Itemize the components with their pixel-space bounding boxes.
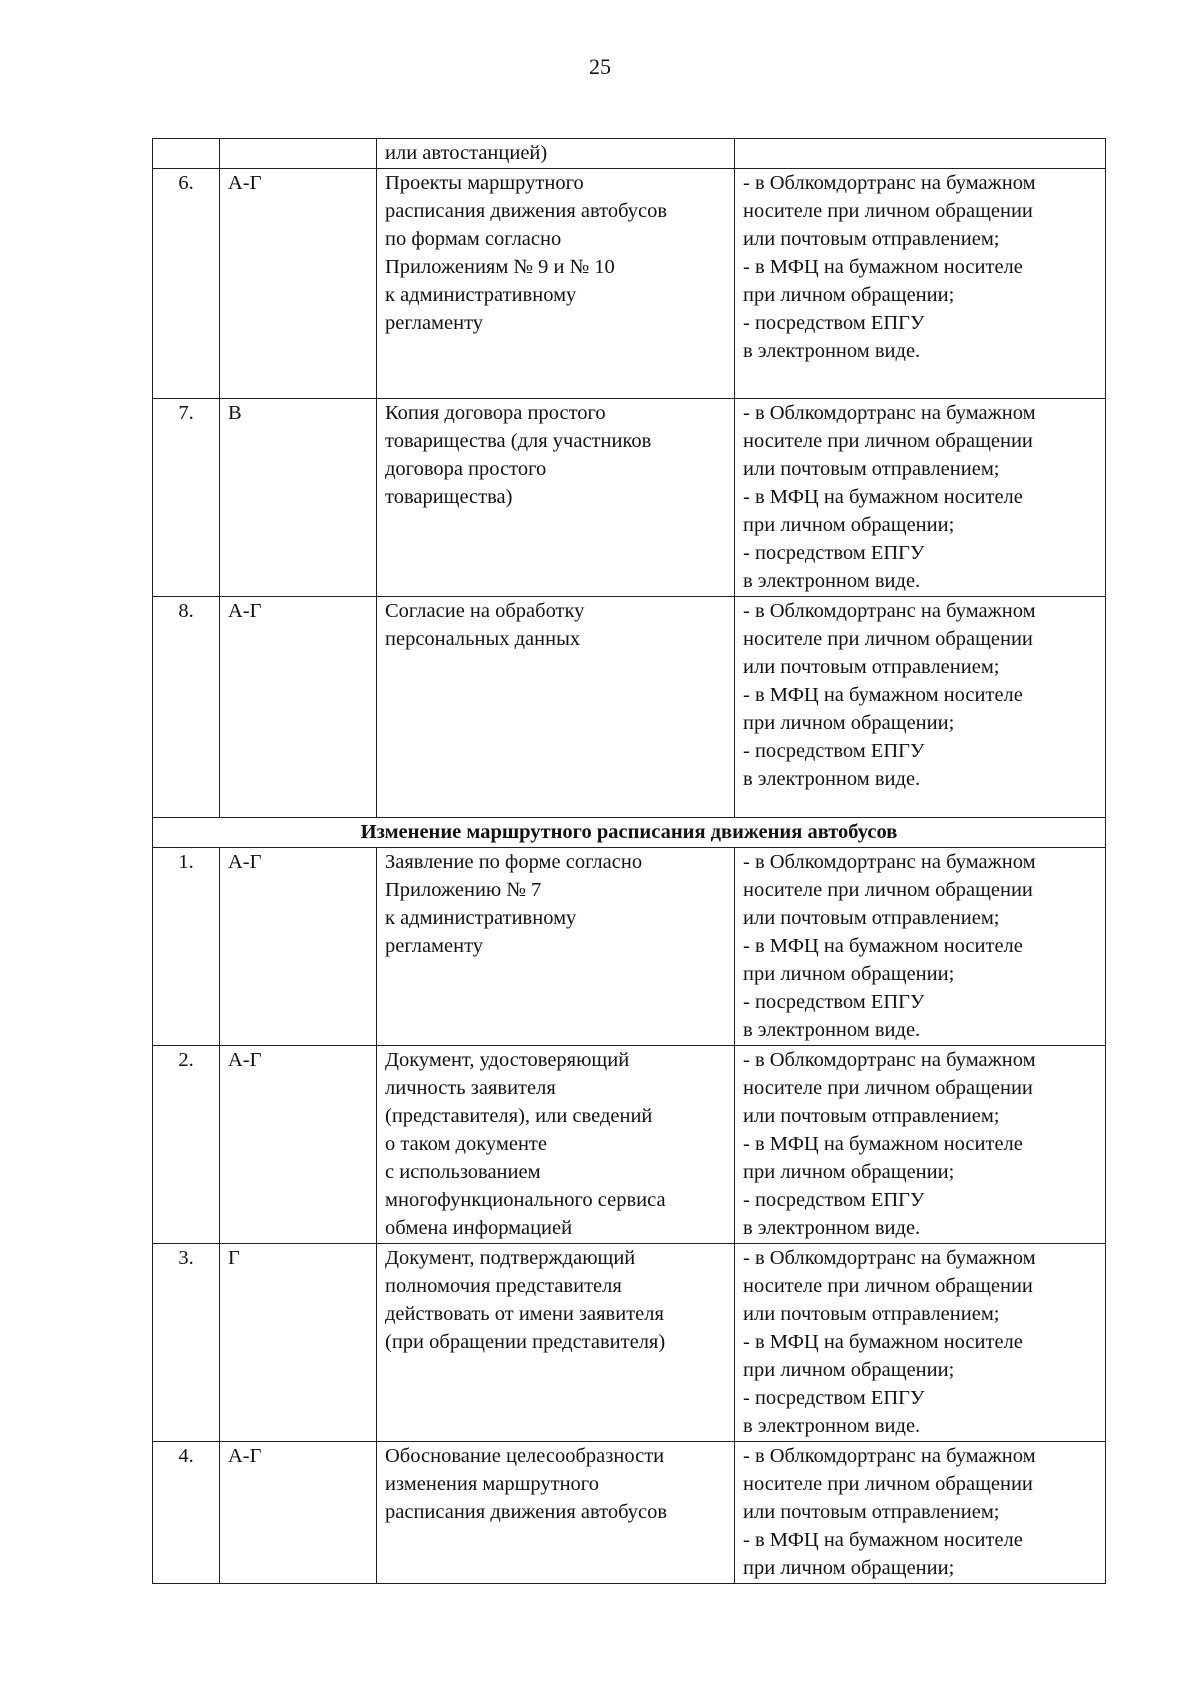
submission-method-line: при личном обращении; [743,514,955,536]
submission-method-line: - в МФЦ на бумажном носителе [743,935,1023,957]
row-number: 7. [153,399,220,597]
submission-method-line: или почтовым отправлением; [743,228,1000,250]
submission-method-line: или почтовым отправлением; [743,458,1000,480]
document-name-line: к административному [385,284,577,306]
table-row [153,597,1106,818]
submission-method-line: носителе при личном обращении [743,430,1033,452]
document-name-line: расписания движения автобусов [385,1501,668,1523]
document-name-line: регламенту [385,312,484,334]
submission-method [735,597,1106,818]
document-name-line: или автостанцией) [385,142,548,164]
submission-method-line: носителе при личном обращении [743,879,1033,901]
table-row [153,1244,1106,1442]
submission-method-line: при личном обращении; [743,1359,955,1381]
applicant-category: А-Г [220,848,377,1046]
submission-method-line: при личном обращении; [743,1557,955,1579]
row-number: 8. [153,597,220,818]
document-name [377,597,735,818]
document-name-line: Заявление по форме согласно [385,851,643,873]
submission-method-line: в электронном виде. [743,570,921,592]
submission-method-line: при личном обращении; [743,712,955,734]
document-name-line: Документ, удостоверяющий [385,1049,630,1071]
table-row [153,169,1106,399]
submission-method-line: носителе при личном обращении [743,1275,1033,1297]
submission-method-line: - посредством ЕПГУ [743,542,925,564]
submission-method [735,139,1106,169]
submission-method-line: - в Облкомдортранс на бумажном [743,1049,1036,1071]
document-name-line: личность заявителя [385,1077,556,1099]
section-title: Изменение маршрутного расписания движения автобусов [153,818,1106,848]
submission-method [735,1244,1106,1442]
document-name [377,1244,735,1442]
document-name-line: о таком документе [385,1133,547,1155]
document-name [377,399,735,597]
submission-method-line: - в МФЦ на бумажном носителе [743,1529,1023,1551]
document-name-line: Обоснование целесообразности [385,1445,665,1467]
applicant-category: А-Г [220,1046,377,1244]
section-header-row [153,818,1106,848]
document-name-line: с использованием [385,1161,541,1183]
document-name [377,169,735,399]
submission-method-line: в электронном виде. [743,768,921,790]
submission-method-line: или почтовым отправлением; [743,1105,1000,1127]
documents-table [152,138,1106,1584]
table-row [153,1046,1106,1244]
submission-method-line: в электронном виде. [743,1019,921,1041]
table-row [153,139,1106,169]
submission-method-line: при личном обращении; [743,284,955,306]
document-name-line: регламенту [385,935,484,957]
document-name-line: договора простого [385,458,547,480]
submission-method-line: - в МФЦ на бумажном носителе [743,256,1023,278]
submission-method-line: - в Облкомдортранс на бумажном [743,1445,1036,1467]
submission-method [735,848,1106,1046]
document-name-line: персональных данных [385,628,581,650]
submission-method-line: - посредством ЕПГУ [743,1189,925,1211]
document-name [377,1046,735,1244]
submission-method-line: или почтовым отправлением; [743,907,1000,929]
table-row [153,848,1106,1046]
submission-method-line: в электронном виде. [743,1415,921,1437]
submission-method-line: носителе при личном обращении [743,200,1033,222]
document-name-line: многофункционального сервиса [385,1189,666,1211]
submission-method-line: - в МФЦ на бумажном носителе [743,486,1023,508]
submission-method-line: - посредством ЕПГУ [743,991,925,1013]
document-name-line: обмена информацией [385,1217,573,1239]
document-name-line: по формам согласно [385,228,562,250]
submission-method [735,169,1106,399]
submission-method [735,1046,1106,1244]
submission-method-line: - посредством ЕПГУ [743,312,925,334]
submission-method-line: при личном обращении; [743,1161,955,1183]
submission-method-line: - в Облкомдортранс на бумажном [743,600,1036,622]
document-name-line: полномочия представителя [385,1275,622,1297]
document-name-line: (при обращении представителя) [385,1331,666,1353]
document-name [377,139,735,169]
applicant-category: В [220,399,377,597]
applicant-category: А-Г [220,169,377,399]
row-number: 3. [153,1244,220,1442]
document-name-line: Согласие на обработку [385,600,585,622]
submission-method-line: или почтовым отправлением; [743,1501,1000,1523]
submission-method [735,399,1106,597]
submission-method [735,1442,1106,1584]
document-name-line: Приложению № 7 [385,879,542,901]
applicant-category: А-Г [220,597,377,818]
page-number: 25 [589,54,611,79]
document-name-line: товарищества (для участников [385,430,652,452]
table-row [153,399,1106,597]
document-name-line: к административному [385,907,577,929]
row-number: 4. [153,1442,220,1584]
submission-method-line: в электронном виде. [743,340,921,362]
submission-method-line: - в Облкомдортранс на бумажном [743,851,1036,873]
submission-method-line: при личном обращении; [743,963,955,985]
document-name-line: Документ, подтверждающий [385,1247,636,1269]
submission-method-line: - в МФЦ на бумажном носителе [743,684,1023,706]
applicant-category: А-Г [220,1442,377,1584]
submission-method-line: - в МФЦ на бумажном носителе [743,1133,1023,1155]
submission-method-line: - в МФЦ на бумажном носителе [743,1331,1023,1353]
document-name-line: товарищества) [385,486,513,508]
submission-method-line: - в Облкомдортранс на бумажном [743,1247,1036,1269]
document-name-line: расписания движения автобусов [385,200,668,222]
document-name-line: изменения маршрутного [385,1473,599,1495]
submission-method-line: в электронном виде. [743,1217,921,1239]
submission-method-line: или почтовым отправлением; [743,1303,1000,1325]
table-row [153,1442,1106,1584]
submission-method-line: носителе при личном обращении [743,628,1033,650]
document-name-line: действовать от имени заявителя [385,1303,664,1325]
document-name-line: (представителя), или сведений [385,1105,653,1127]
row-number [153,139,220,169]
submission-method-line: носителе при личном обращении [743,1077,1033,1099]
document-name [377,1442,735,1584]
document-name [377,848,735,1046]
document-name-line: Копия договора простого [385,402,606,424]
submission-method-line: - посредством ЕПГУ [743,1387,925,1409]
submission-method-line: - в Облкомдортранс на бумажном [743,172,1036,194]
applicant-category [220,139,377,169]
submission-method-line: или почтовым отправлением; [743,656,1000,678]
submission-method-line: носителе при личном обращении [743,1473,1033,1495]
row-number: 6. [153,169,220,399]
row-number: 1. [153,848,220,1046]
document-name-line: Проекты маршрутного [385,172,584,194]
submission-method-line: - посредством ЕПГУ [743,740,925,762]
row-number: 2. [153,1046,220,1244]
applicant-category: Г [220,1244,377,1442]
document-name-line: Приложениям № 9 и № 10 [385,256,615,278]
submission-method-line: - в Облкомдортранс на бумажном [743,402,1036,424]
